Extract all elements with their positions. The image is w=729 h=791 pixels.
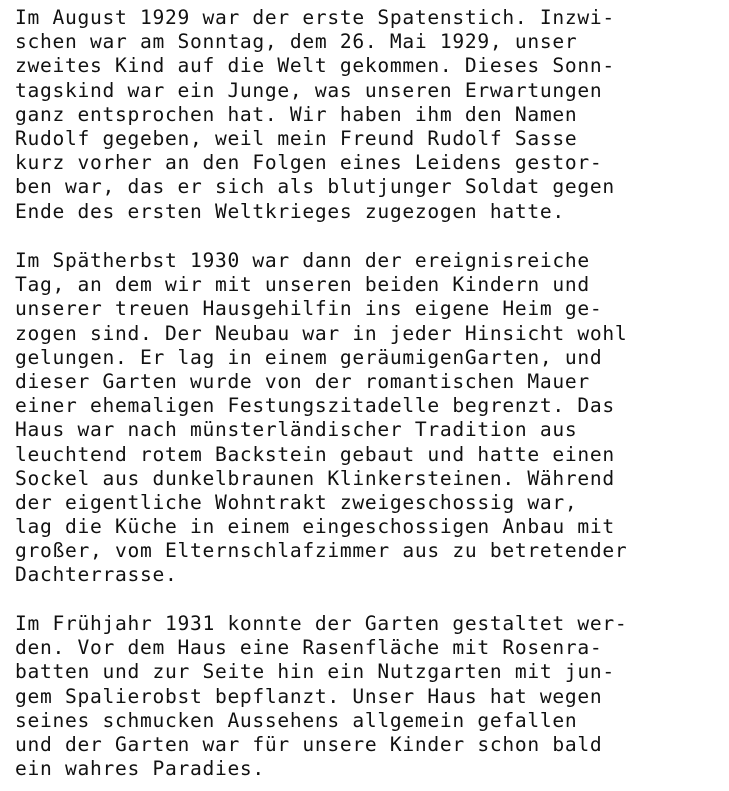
text-line: einer ehemaligen Festungszitadelle begrenzt. Das xyxy=(15,394,615,418)
text-line: großer, vom Elternschlafzimmer aus zu betretender xyxy=(15,539,628,563)
text-line: Im Frühjahr 1931 konnte der Garten gestaltet wer- xyxy=(15,612,628,635)
text-line: den. Vor dem Haus eine Rasenfläche mit Rosenra- xyxy=(15,636,603,660)
text-line: Rudolf gegeben, weil mein Freund Rudolf Sasse xyxy=(15,126,578,150)
text-line: gem Spalierobst bepflanzt. Unser Haus hat wegen xyxy=(15,684,603,708)
text-line: Im Spätherbst 1930 war dann der ereignisreiche xyxy=(15,249,590,272)
text-line: ein wahres Paradies. xyxy=(15,757,265,781)
text-line: zweites Kind auf die Welt gekommen. Dieses Sonn- xyxy=(15,54,615,78)
text-line: der eigentliche Wohntrakt zweigeschossig war, xyxy=(15,490,578,514)
paragraph-1 xyxy=(15,6,615,224)
text-line: unserer treuen Hausgehilfin ins eigene Heim ge- xyxy=(15,297,603,321)
text-line: Dachterrasse. xyxy=(15,563,178,587)
text-line: seines schmucken Aussehens allgemein gefallen xyxy=(15,708,578,732)
paragraph-2 xyxy=(15,249,627,588)
text-line: zogen sind. Der Neubau war in jeder Hinsicht wohl xyxy=(15,321,628,345)
text-line: ben war, das er sich als blutjunger Soldat gegen xyxy=(15,175,615,199)
text-line: und der Garten war für unsere Kinder schon bald xyxy=(15,732,603,756)
text-line: batten und zur Seite hin ein Nutzgarten mit jun- xyxy=(15,660,615,684)
text-line: Haus war nach münsterländischer Tradition aus xyxy=(15,418,578,442)
paragraph-3 xyxy=(15,612,627,781)
text-line: Ende des ersten Weltkrieges zugezogen hatte. xyxy=(15,199,565,223)
text-line: tagskind war ein Junge, was unseren Erwartungen xyxy=(15,78,603,102)
text-line: Im August 1929 war der erste Spatenstich. Inzwi- xyxy=(15,6,615,29)
text-line: lag die Küche in einem eingeschossigen Anbau mit xyxy=(15,515,615,539)
text-line: leuchtend rotem Backstein gebaut und hatte einen xyxy=(15,442,615,466)
text-line: Tag, an dem wir mit unseren beiden Kindern und xyxy=(15,273,590,297)
text-line: gelungen. Er lag in einem geräumigenGarten, und xyxy=(15,345,603,369)
text-line: dieser Garten wurde von der romantischen Mauer xyxy=(15,369,590,393)
text-line: ganz entsprochen hat. Wir haben ihm den Namen xyxy=(15,102,578,126)
text-line: schen war am Sonntag, dem 26. Mai 1929, unser xyxy=(15,30,578,54)
text-line: kurz vorher an den Folgen eines Leidens gestor- xyxy=(15,151,603,175)
text-line: Sockel aus dunkelbraunen Klinkersteinen. Während xyxy=(15,466,615,490)
